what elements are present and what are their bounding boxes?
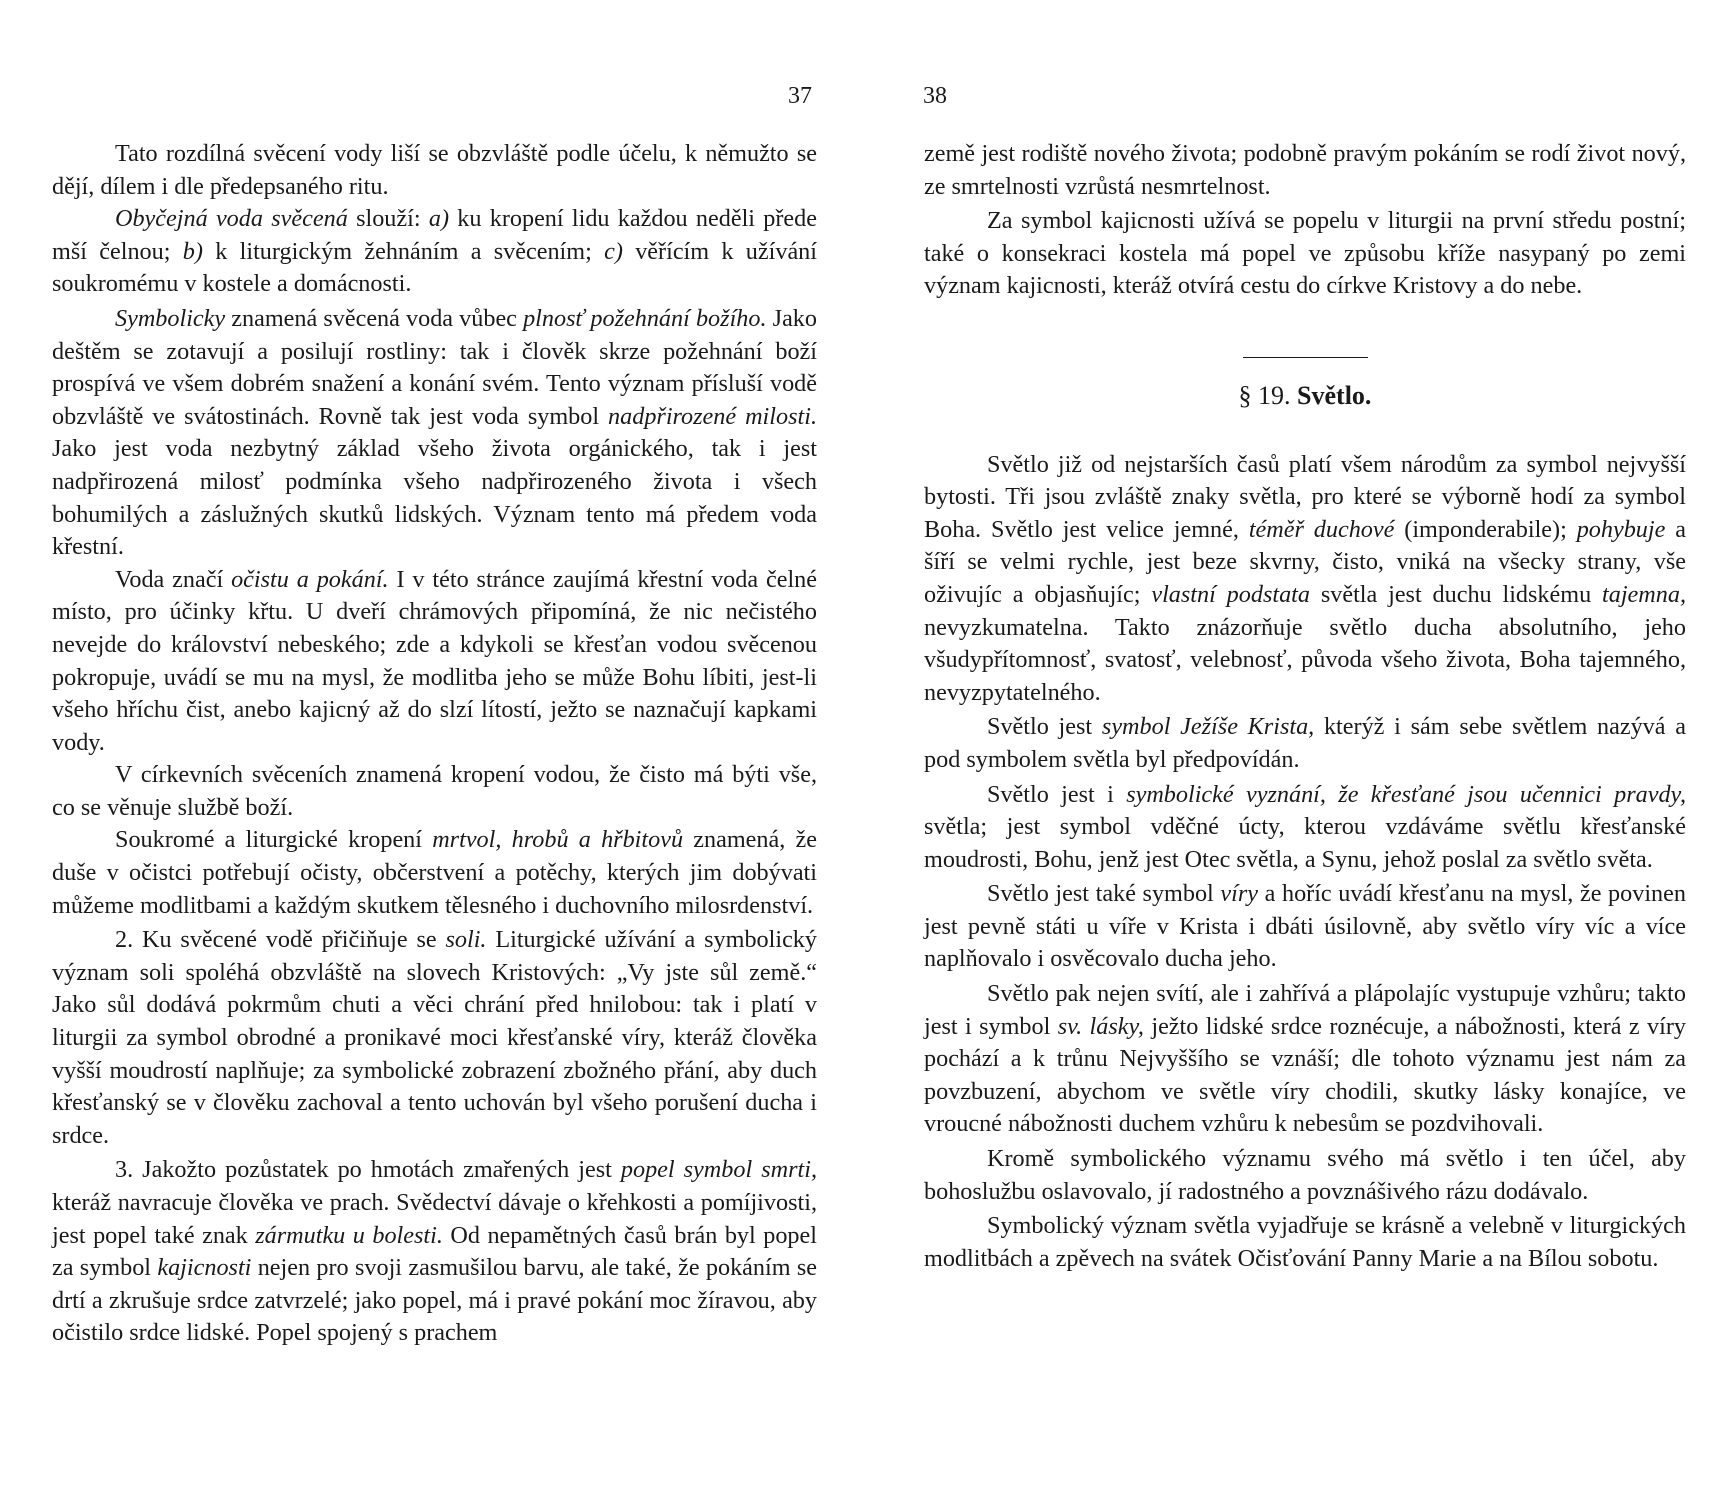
paragraph: Za symbol kajicnosti užívá se popelu v liturgii na první středu postní; také o konsekraci kostela má popel ve způsobu kříže nasypaný po zemi význam kajicnosti, kteráž otvírá cestu do církve Kristovy a do nebe.: [924, 207, 1686, 300]
page-number: 37: [788, 83, 812, 109]
page-number: 38: [923, 83, 947, 109]
paragraph: 3. Jakožto pozůstatek po hmotách zmařených jest popel symbol smrti, kteráž navracuje člověka ve prach. Svědectví dávaje o křehkosti a pomíjivosti, jest popel také znak zármutku u bolesti. Od nepamětných časů brán byl popel za symbol kajicnosti nejen pro svoji zasmušilou barvu, ale také, že pokáním se drtí a zkrušuje srdce zatvrzelé; jako popel, má i pravé pokání moc žíravou, aby očistilo srdce lidské. Popel spojený s prachem: [52, 1156, 817, 1347]
paragraph: V církevních svěceních znamená kropení vodou, že čisto má býti vše, co se věnuje službě boží.: [52, 761, 817, 821]
paragraph: Soukromé a liturgické kropení mrtvol, hrobů a hřbitovů znamená, že duše v očistci potřebují očisty, občerstvení a potěchy, kterých jim dobývati můžeme modlitbami a každým skutkem tělesného i duchovního milosrdenství.: [52, 826, 817, 919]
paragraph: Voda značí očistu a pokání. I v této stránce zaujímá křestní voda čelné místo, pro účinky křtu. U dveří chrámových připomíná, že nic nečistého nevejde do království nebeského; zde a kdykoli se křesťan vodou svěcenou pokropuje, uvádí se mu na mysl, že modlitba jeho se může Bohu líbiti, jest-li všeho hříchu čist, anebo kajicný až do slzí lítostí, ježto se naznačují kapkami vody.: [52, 565, 818, 756]
text-column: [52, 138, 817, 1350]
section-title: Světlo.: [1297, 380, 1372, 410]
paragraph: Symbolický význam světla vyjadřuje se krásně a velebně v liturgických modlitbách a zpěvech na svátek Očisťování Panny Marie a na Bílou sobotu.: [924, 1212, 1686, 1272]
paragraph: země jest rodiště nového života; podobně pravým pokáním se rodí život nový, ze smrtelnosti vzrůstá nesmrtelnost.: [924, 140, 1686, 200]
paragraph: Světlo již od nejstarších časů platí všem národům za symbol nejvyšší bytosti. Tři jsou zvláště znaky světla, pro které se výborně hodí za symbol Boha. Světlo jest velice jemné, téměř duchové (imponderabile); pohybuje a šíří se velmi rychle, jest beze skvrny, čisto, vniká na všecky strany, vše oživujíc a objasňujíc; vlastní podstata světla jest duchu lidskému tajemna, nevyzkumatelna. Takto znázorňuje světlo ducha absolutního, jeho všudypřítomnosť, svatosť, velebnosť, původa všeho života, Boha tajemného, nevyzpytatelného.: [924, 450, 1686, 706]
paragraph: Obyčejná voda svěcená slouží: a) ku kropení lidu každou neděli přede mší čelnou; b) k liturgickým žehnáním a svěcením; c) věřícím k užívání soukromému v kostele a domácnosti.: [52, 205, 817, 298]
paragraph: Světlo jest symbol Ježíše Krista, kterýž i sám sebe světlem nazývá a pod symbolem světla byl předpovídán.: [924, 713, 1686, 773]
paragraph: 2. Ku svěcené vodě přičiňuje se soli. Liturgické užívání a symbolický význam soli spoléhá obzvláště na slovech Kristových: „Vy jste sůl země.“ Jako sůl dodává pokrmům chuti a věci chrání před hnilobou: tak i platí v liturgii za symbol obrodné a pronikavé moci křesťanské víry, kteráž člověka vyšší moudrostí naplňuje; za symbolické zobrazení zbožného přání, aby duch křesťanský se v člověku zachoval a tento uchován byl všeho porušení ducha i srdce.: [52, 926, 817, 1149]
paragraph: Symbolicky znamená svěcená voda vůbec plnosť požehnání božího. Jako deštěm se zotavují a posilují rostliny: tak i člověk skrze požehnání boží prospívá ve všem dobrém snažení a konání svém. Tento význam přísluší vodě obzvláště ve svátostinách. Rovně tak jest voda symbol nadpřirozené milosti. Jako jest voda nezbytný základ všeho života orgánického, tak i jest nadpřirozená milosť podmínka všeho nadpřirozeného života i všech bohumilých a záslužných skutků lidských. Význam tento má předem voda křestní.: [52, 304, 817, 561]
paragraph: Tato rozdílná svěcení vody liší se obzvláště podle účelu, k němužto se dějí, dílem i dle předepsaného ritu.: [52, 140, 817, 200]
right-page: [866, 0, 1732, 1500]
paragraph: Světlo jest i symbolické vyznání, že křesťané jsou učennici pravdy, světla; jest symbol vděčné úcty, kterou vzdáváme světlu křesťanské moudrosti, Bohu, jenž jest Otec světla, a Synu, jehož poslal za světlo světa.: [924, 780, 1686, 873]
section-number: § 19.: [1238, 380, 1291, 410]
paragraph: Kromě symbolického významu svého má světlo i ten účel, aby bohoslužbu oslavovalo, jí radostného a povznášivého rázu dodávalo.: [924, 1145, 1686, 1205]
section-divider: [1243, 357, 1368, 358]
text-column: [924, 138, 1686, 1275]
section-heading: [924, 380, 1686, 413]
paragraph: Světlo jest také symbol víry a hoříc uvádí křesťanu na mysl, že povinen jest pevně státi u víře v Krista i dbáti úsilovně, aby světlo víry víc a více naplňovalo i osvěcovalo ducha jeho.: [924, 880, 1686, 973]
paragraph: Světlo pak nejen svítí, ale i zahřívá a plápolajíc vystupuje vzhůru; takto jest i symbol sv. lásky, ježto lidské srdce roznécuje, a nábožnosti, která z víry pochází a k trůnu Nejvyššího se vznáší; dle tohoto významu jest nám za povzbuzení, abychom ve světle víry chodili, skutky lásky konajíce, ve vroucné nábožnosti duchem vzhůru k nebesům se pozdvihovali.: [924, 980, 1686, 1138]
